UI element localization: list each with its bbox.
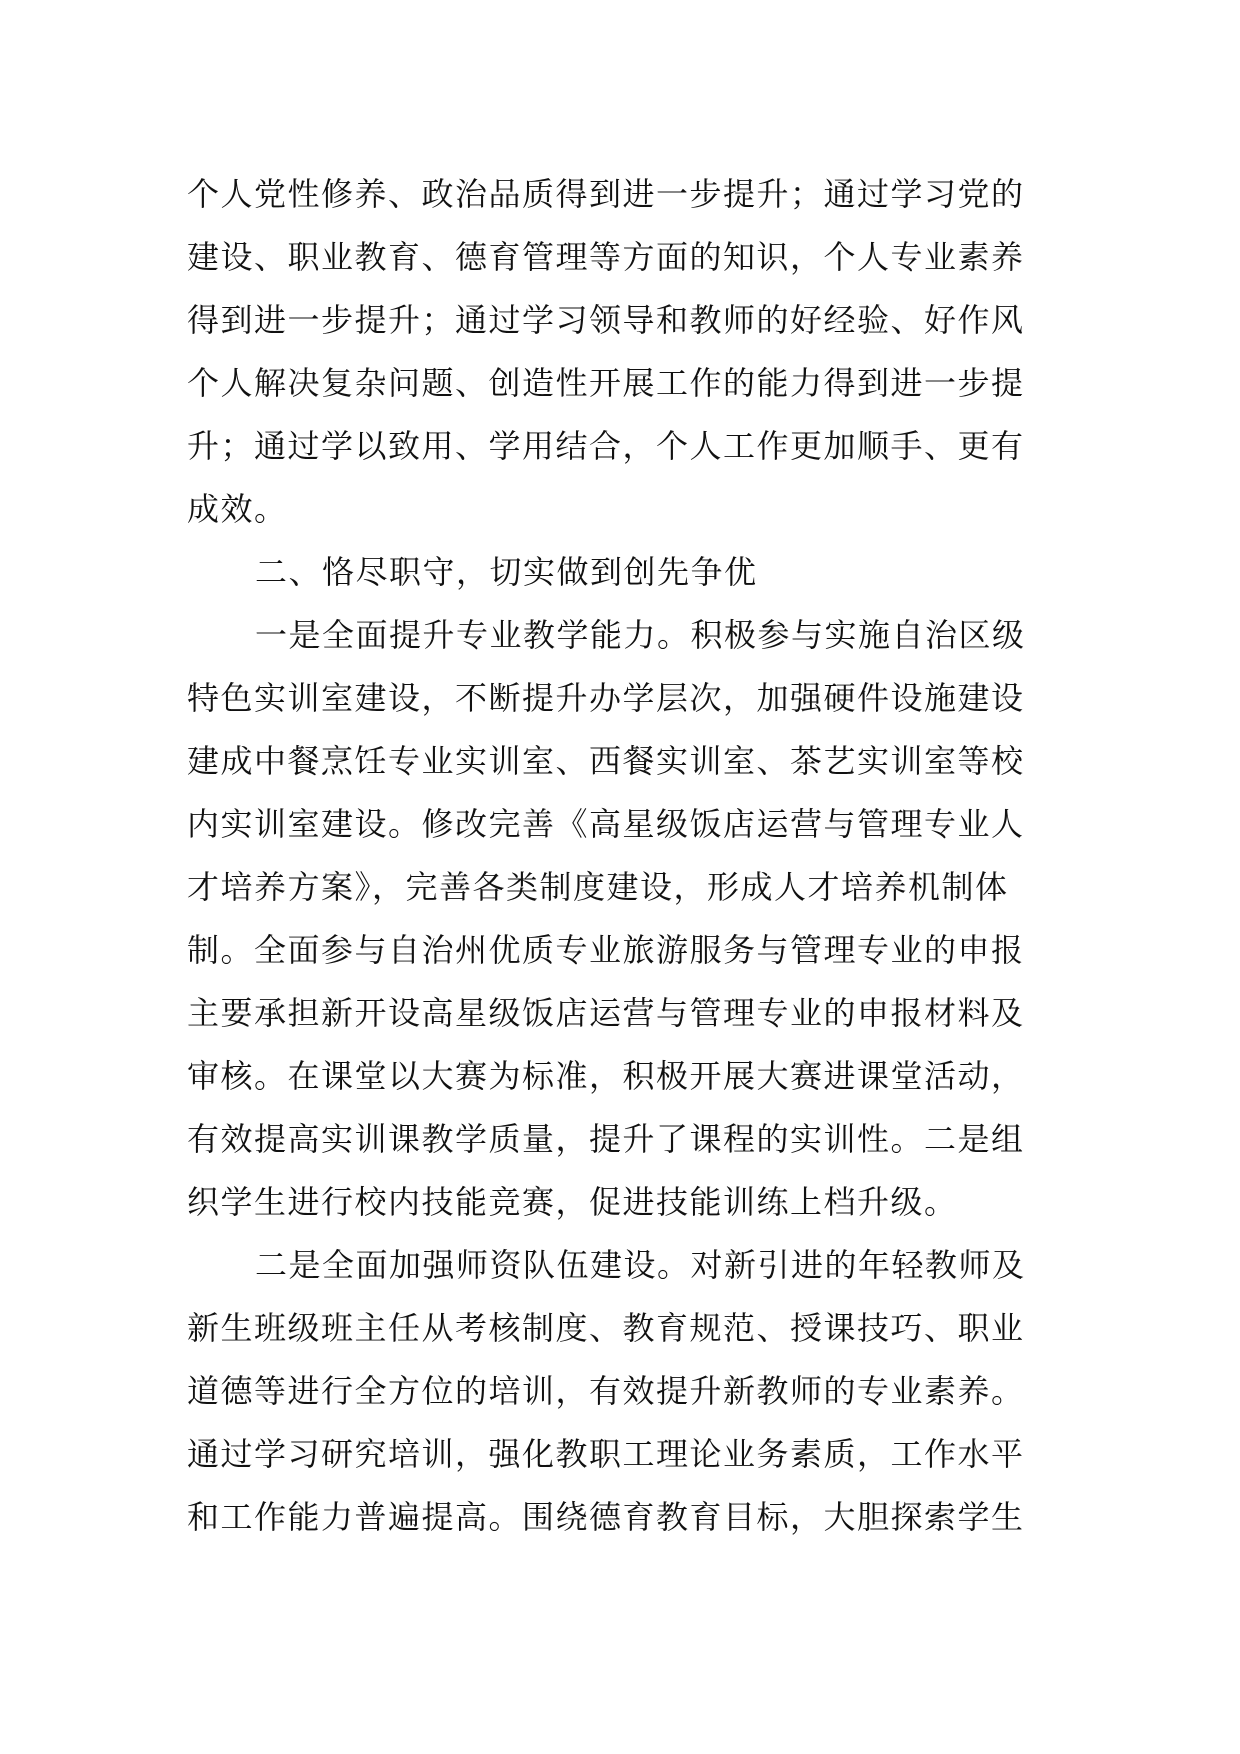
text-line: 特色实训室建设，不断提升办学层次，加强硬件设施建设 xyxy=(187,679,1025,717)
text-line: 成效。 xyxy=(187,490,288,528)
text-line: 通过学习研究培训，强化教职工理论业务素质，工作水平 xyxy=(187,1435,1025,1473)
text-line: 升；通过学以致用、学用结合，个人工作更加顺手、更有 xyxy=(187,427,1025,465)
text-line: 制。全面参与自治州优质专业旅游服务与管理专业的申报 xyxy=(187,931,1025,969)
text-line: 建成中餐烹饪专业实训室、西餐实训室、茶艺实训室等校 xyxy=(187,742,1025,780)
text-line: 建设、职业教育、德育管理等方面的知识，个人专业素养 xyxy=(187,238,1025,276)
document-body xyxy=(187,163,1067,1549)
text-line: 个人解决复杂问题、创造性开展工作的能力得到进一步提 xyxy=(187,364,1025,402)
text-line: 织学生进行校内技能竞赛，促进技能训练上档升级。 xyxy=(187,1183,958,1221)
text-line: 得到进一步提升；通过学习领导和教师的好经验、好作风 xyxy=(187,301,1025,339)
paragraph-first-line: 一是全面提升专业教学能力。积极参与实施自治区级 xyxy=(255,616,1026,654)
text-line: 道德等进行全方位的培训，有效提升新教师的专业素养。 xyxy=(187,1372,1025,1410)
text-line: 审核。在课堂以大赛为标准，积极开展大赛进课堂活动， xyxy=(187,1057,1025,1095)
text-line: 新生班级班主任从考核制度、教育规范、授课技巧、职业 xyxy=(187,1309,1025,1347)
text-line: 主要承担新开设高星级饭店运营与管理专业的申报材料及 xyxy=(187,994,1025,1032)
text-line: 有效提高实训课教学质量，提升了课程的实训性。二是组 xyxy=(187,1120,1025,1158)
text-line: 内实训室建设。修改完善《高星级饭店运营与管理专业人 xyxy=(187,805,1025,843)
section-heading: 二、恪尽职守，切实做到创先争优 xyxy=(255,553,758,591)
text-line: 和工作能力普遍提高。围绕德育教育目标，大胆探索学生 xyxy=(187,1498,1025,1536)
text-line: 个人党性修养、政治品质得到进一步提升；通过学习党的 xyxy=(187,175,1025,213)
text-line: 才培养方案》，完善各类制度建设，形成人才培养机制体 xyxy=(187,868,1009,906)
paragraph-first-line: 二是全面加强师资队伍建设。对新引进的年轻教师及 xyxy=(255,1246,1026,1284)
